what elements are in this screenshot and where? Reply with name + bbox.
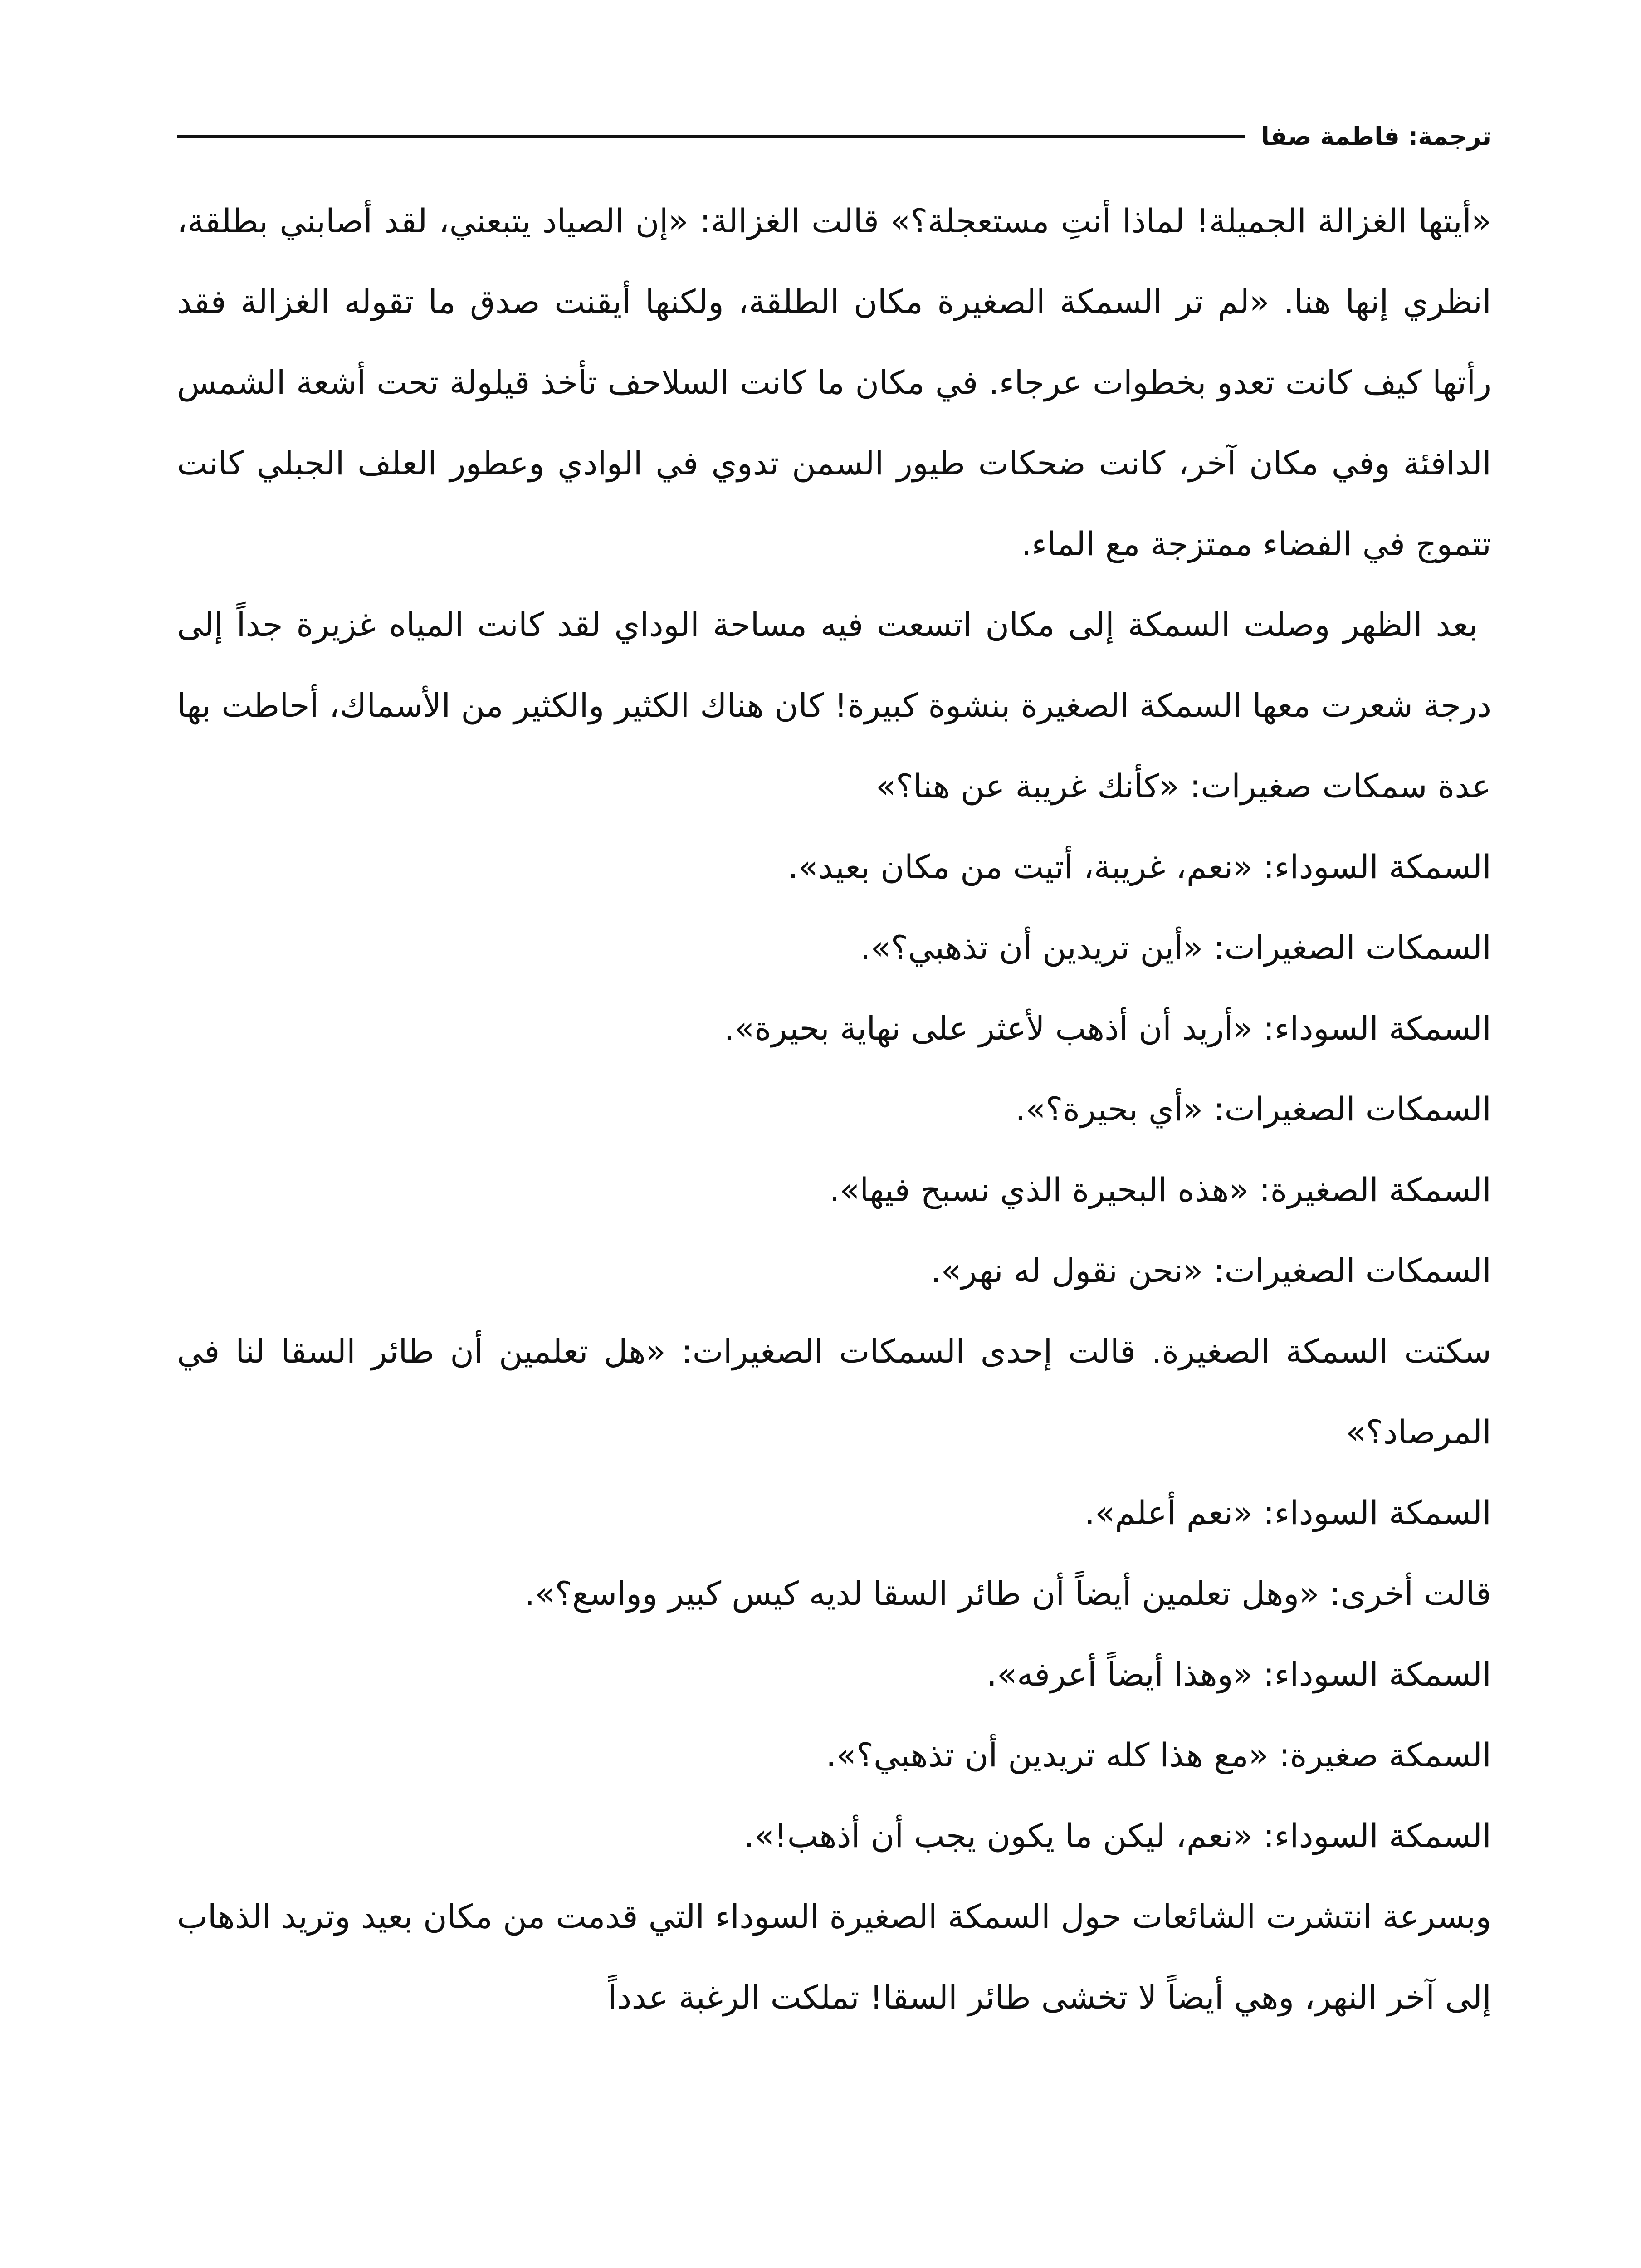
dialogue-line: قالت أخرى: «وهل تعلمين أيضاً أن طائر السقا لديه كيس كبير وواسع؟». [524, 1574, 1491, 1613]
dialogue-line: السمكات الصغيرات: «نحن نقول له نهر». [930, 1251, 1491, 1290]
dialogue-line: السمكة السوداء: «نعم أعلم». [1084, 1494, 1491, 1532]
paragraph: «أيتها الغزالة الجميلة! لماذا أنتِ مستعجلة؟» قالت الغزالة: «إن الصياد يتبعني، لقد أصابني بطلقة، انظري إنها هنا. «لم تر السمكة الصغيرة مكان الطلقة، ولكنها أيقنت صدق ما تقوله الغزالة فقد رأتها كيف كانت تعدو بخطوات عرجاء. في مكان ما كانت السلاحف تأخذ قيلولة تحت أشعة الشمس الدافئة وفي مكان آخر، كانت ضحكات طيور السمن تدوي في الوادي وعطور العلف الجبلي كانت تتموج في الفضاء ممتزجة مع الماء. [177, 202, 1491, 563]
dialogue-line: السمكة الصغيرة: «هذه البحيرة الذي نسبح فيها». [829, 1171, 1491, 1209]
page-header [177, 113, 1491, 159]
dialogue-line: السمكة السوداء: «وهذا أيضاً أعرفه». [987, 1655, 1491, 1693]
paragraph: بعد الظهر وصلت السمكة إلى مكان اتسعت فيه مساحة الوداي لقد كانت المياه غزيرة جداً إلى درجة شعرت معها السمكة الصغيرة بنشوة كبيرة! كان هناك الكثير والكثير من الأسماك، أحاطت بها عدة سمكات صغيرات: «كأنك غريبة عن هنا؟» [177, 606, 1491, 805]
dialogue-line: السمكات الصغيرات: «أين تريدين أن تذهبي؟». [860, 929, 1491, 967]
dialogue-line: السمكة السوداء: «نعم، غريبة، أتيت من مكان بعيد». [787, 848, 1491, 886]
dialogue-line: السمكات الصغيرات: «أي بحيرة؟». [1015, 1090, 1491, 1128]
dialogue-line: السمكة صغيرة: «مع هذا كله تريدين أن تذهبي؟». [825, 1736, 1491, 1774]
translator-credit: ترجمة: فاطمة صفا [1261, 122, 1491, 151]
header-rule [177, 135, 1245, 138]
paragraph: سكتت السمكة الصغيرة. قالت إحدى السمكات الصغيرات: «هل تعلمين أن طائر السقا لنا في المرصاد؟» [177, 1332, 1491, 1451]
article-body [177, 181, 1491, 2038]
dialogue-line: السمكة السوداء: «أريد أن أذهب لأعثر على نهاية بحيرة». [724, 1009, 1491, 1047]
dialogue-line: السمكة السوداء: «نعم، ليكن ما يكون يجب أن أذهب!». [743, 1817, 1491, 1855]
paragraph: وبسرعة انتشرت الشائعات حول السمكة الصغيرة السوداء التي قدمت من مكان بعيد وتريد الذهاب إلى آخر النهر، وهي أيضاً لا تخشى طائر السقا! تملكت الرغبة عدداً [177, 1897, 1491, 2016]
